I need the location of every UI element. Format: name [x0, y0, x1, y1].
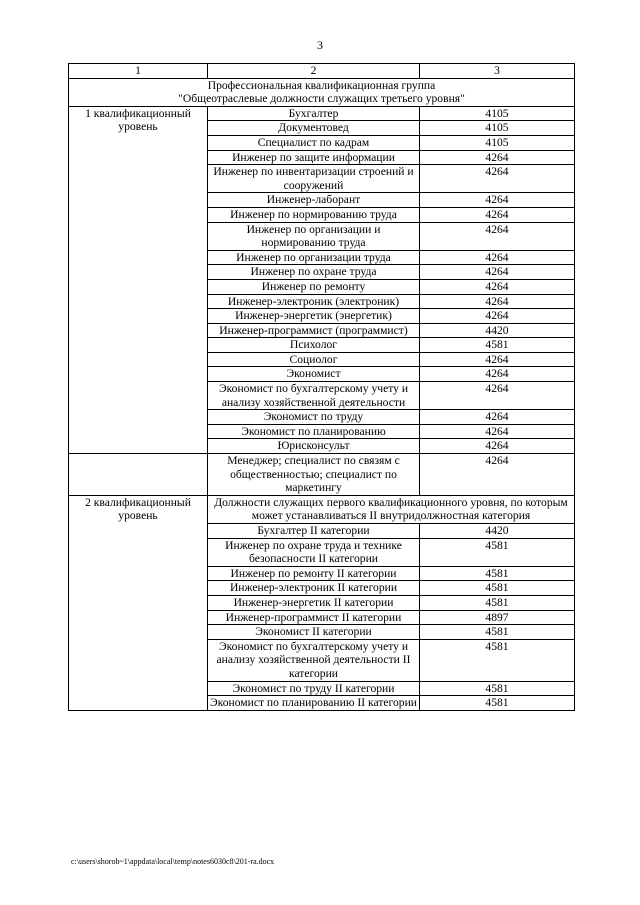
position-code: 4264 [420, 439, 575, 454]
level-label: 1 квалификационный уровень [69, 106, 208, 453]
position-code: 4581 [420, 595, 575, 610]
position-name: Инженер по ремонту [208, 279, 420, 294]
position-name: Инженер по охране труда и технике безопасности II категории [208, 538, 420, 566]
column-header: 3 [420, 64, 575, 79]
position-code: 4105 [420, 135, 575, 150]
position-code: 4264 [420, 250, 575, 265]
position-code: 4264 [420, 193, 575, 208]
position-code: 4264 [420, 294, 575, 309]
qualification-table [68, 63, 575, 711]
position-code: 4581 [420, 338, 575, 353]
position-code: 4264 [420, 309, 575, 324]
group-title-line: "Общеотраслевые должности служащих третьего уровня" [178, 92, 465, 106]
position-code: 4897 [420, 610, 575, 625]
empty-cell [69, 454, 208, 496]
position-code: 4581 [420, 639, 575, 681]
position-code: 4264 [420, 410, 575, 425]
position-code: 4264 [420, 367, 575, 382]
position-name: Документовед [208, 121, 420, 136]
position-name: Инженер по организации и нормированию труда [208, 222, 420, 250]
position-code: 4264 [420, 150, 575, 165]
position-code: 4264 [420, 207, 575, 222]
position-code: 4581 [420, 581, 575, 596]
position-code: 4264 [420, 222, 575, 250]
column-header-row [69, 64, 575, 79]
level-note: Должности служащих первого квалификационного уровня, по которым может устанавливаться II внутридолжностная категория [208, 495, 575, 523]
position-code: 4581 [420, 538, 575, 566]
table-row [69, 454, 575, 496]
position-name: Социолог [208, 352, 420, 367]
position-name: Инженер по инвентаризации строений и сооружений [208, 165, 420, 193]
position-name: Инженер-энергетик (энергетик) [208, 309, 420, 324]
position-code: 4264 [420, 265, 575, 280]
position-name: Экономист [208, 367, 420, 382]
position-name: Инженер-лаборант [208, 193, 420, 208]
position-name: Инженер по организации труда [208, 250, 420, 265]
table-row [69, 106, 575, 121]
position-name: Экономист по бухгалтерскому учету и анализу хозяйственной деятельности II категории [208, 639, 420, 681]
position-code: 4105 [420, 106, 575, 121]
position-name: Инженер-программист (программист) [208, 323, 420, 338]
group-title-row [69, 78, 575, 106]
position-code: 4581 [420, 681, 575, 696]
position-code: 4420 [420, 323, 575, 338]
position-code: 4581 [420, 696, 575, 711]
page-number: 3 [317, 38, 323, 52]
position-code: 4264 [420, 382, 575, 410]
position-name: Экономист по труду II категории [208, 681, 420, 696]
position-name: Инженер-электроник II категории [208, 581, 420, 596]
position-name: Экономист II категории [208, 625, 420, 640]
position-code: 4105 [420, 121, 575, 136]
level2-note-row [69, 495, 575, 523]
group-title [69, 78, 575, 106]
position-name: Инженер по ремонту II категории [208, 566, 420, 581]
position-name: Инженер по защите информации [208, 150, 420, 165]
position-code: 4264 [420, 424, 575, 439]
position-name: Психолог [208, 338, 420, 353]
position-name: Инженер-энергетик II категории [208, 595, 420, 610]
level-label: 2 квалификационный уровень [69, 495, 208, 710]
position-code: 4264 [420, 165, 575, 193]
position-name: Экономист по бухгалтерскому учету и анализу хозяйственной деятельности [208, 382, 420, 410]
position-name: Юрисконсульт [208, 439, 420, 454]
position-code: 4264 [420, 279, 575, 294]
position-code: 4264 [420, 352, 575, 367]
position-name: Специалист по кадрам [208, 135, 420, 150]
position-code: 4581 [420, 625, 575, 640]
position-name: Инженер-электроник (электроник) [208, 294, 420, 309]
column-header: 1 [69, 64, 208, 79]
position-name: Экономист по планированию [208, 424, 420, 439]
position-code: 4420 [420, 524, 575, 539]
position-name: Экономист по планированию II категории [208, 696, 420, 711]
position-name: Бухгалтер [208, 106, 420, 121]
position-name: Инженер по нормированию труда [208, 207, 420, 222]
position-name: Экономист по труду [208, 410, 420, 425]
position-code: 4264 [420, 454, 575, 496]
column-header: 2 [208, 64, 420, 79]
group-title-line: Профессиональная квалификационная группа [207, 78, 436, 92]
position-name: Инженер-программист II категории [208, 610, 420, 625]
position-name: Инженер по охране труда [208, 265, 420, 280]
file-path-footer: c:\users\shorob~1\appdata\local\temp\notes6030c8\201-ra.docx [71, 857, 275, 866]
position-name: Бухгалтер II категории [208, 524, 420, 539]
position-name: Менеджер; специалист по связям с общественностью; специалист по маркетингу [208, 454, 420, 496]
position-code: 4581 [420, 566, 575, 581]
